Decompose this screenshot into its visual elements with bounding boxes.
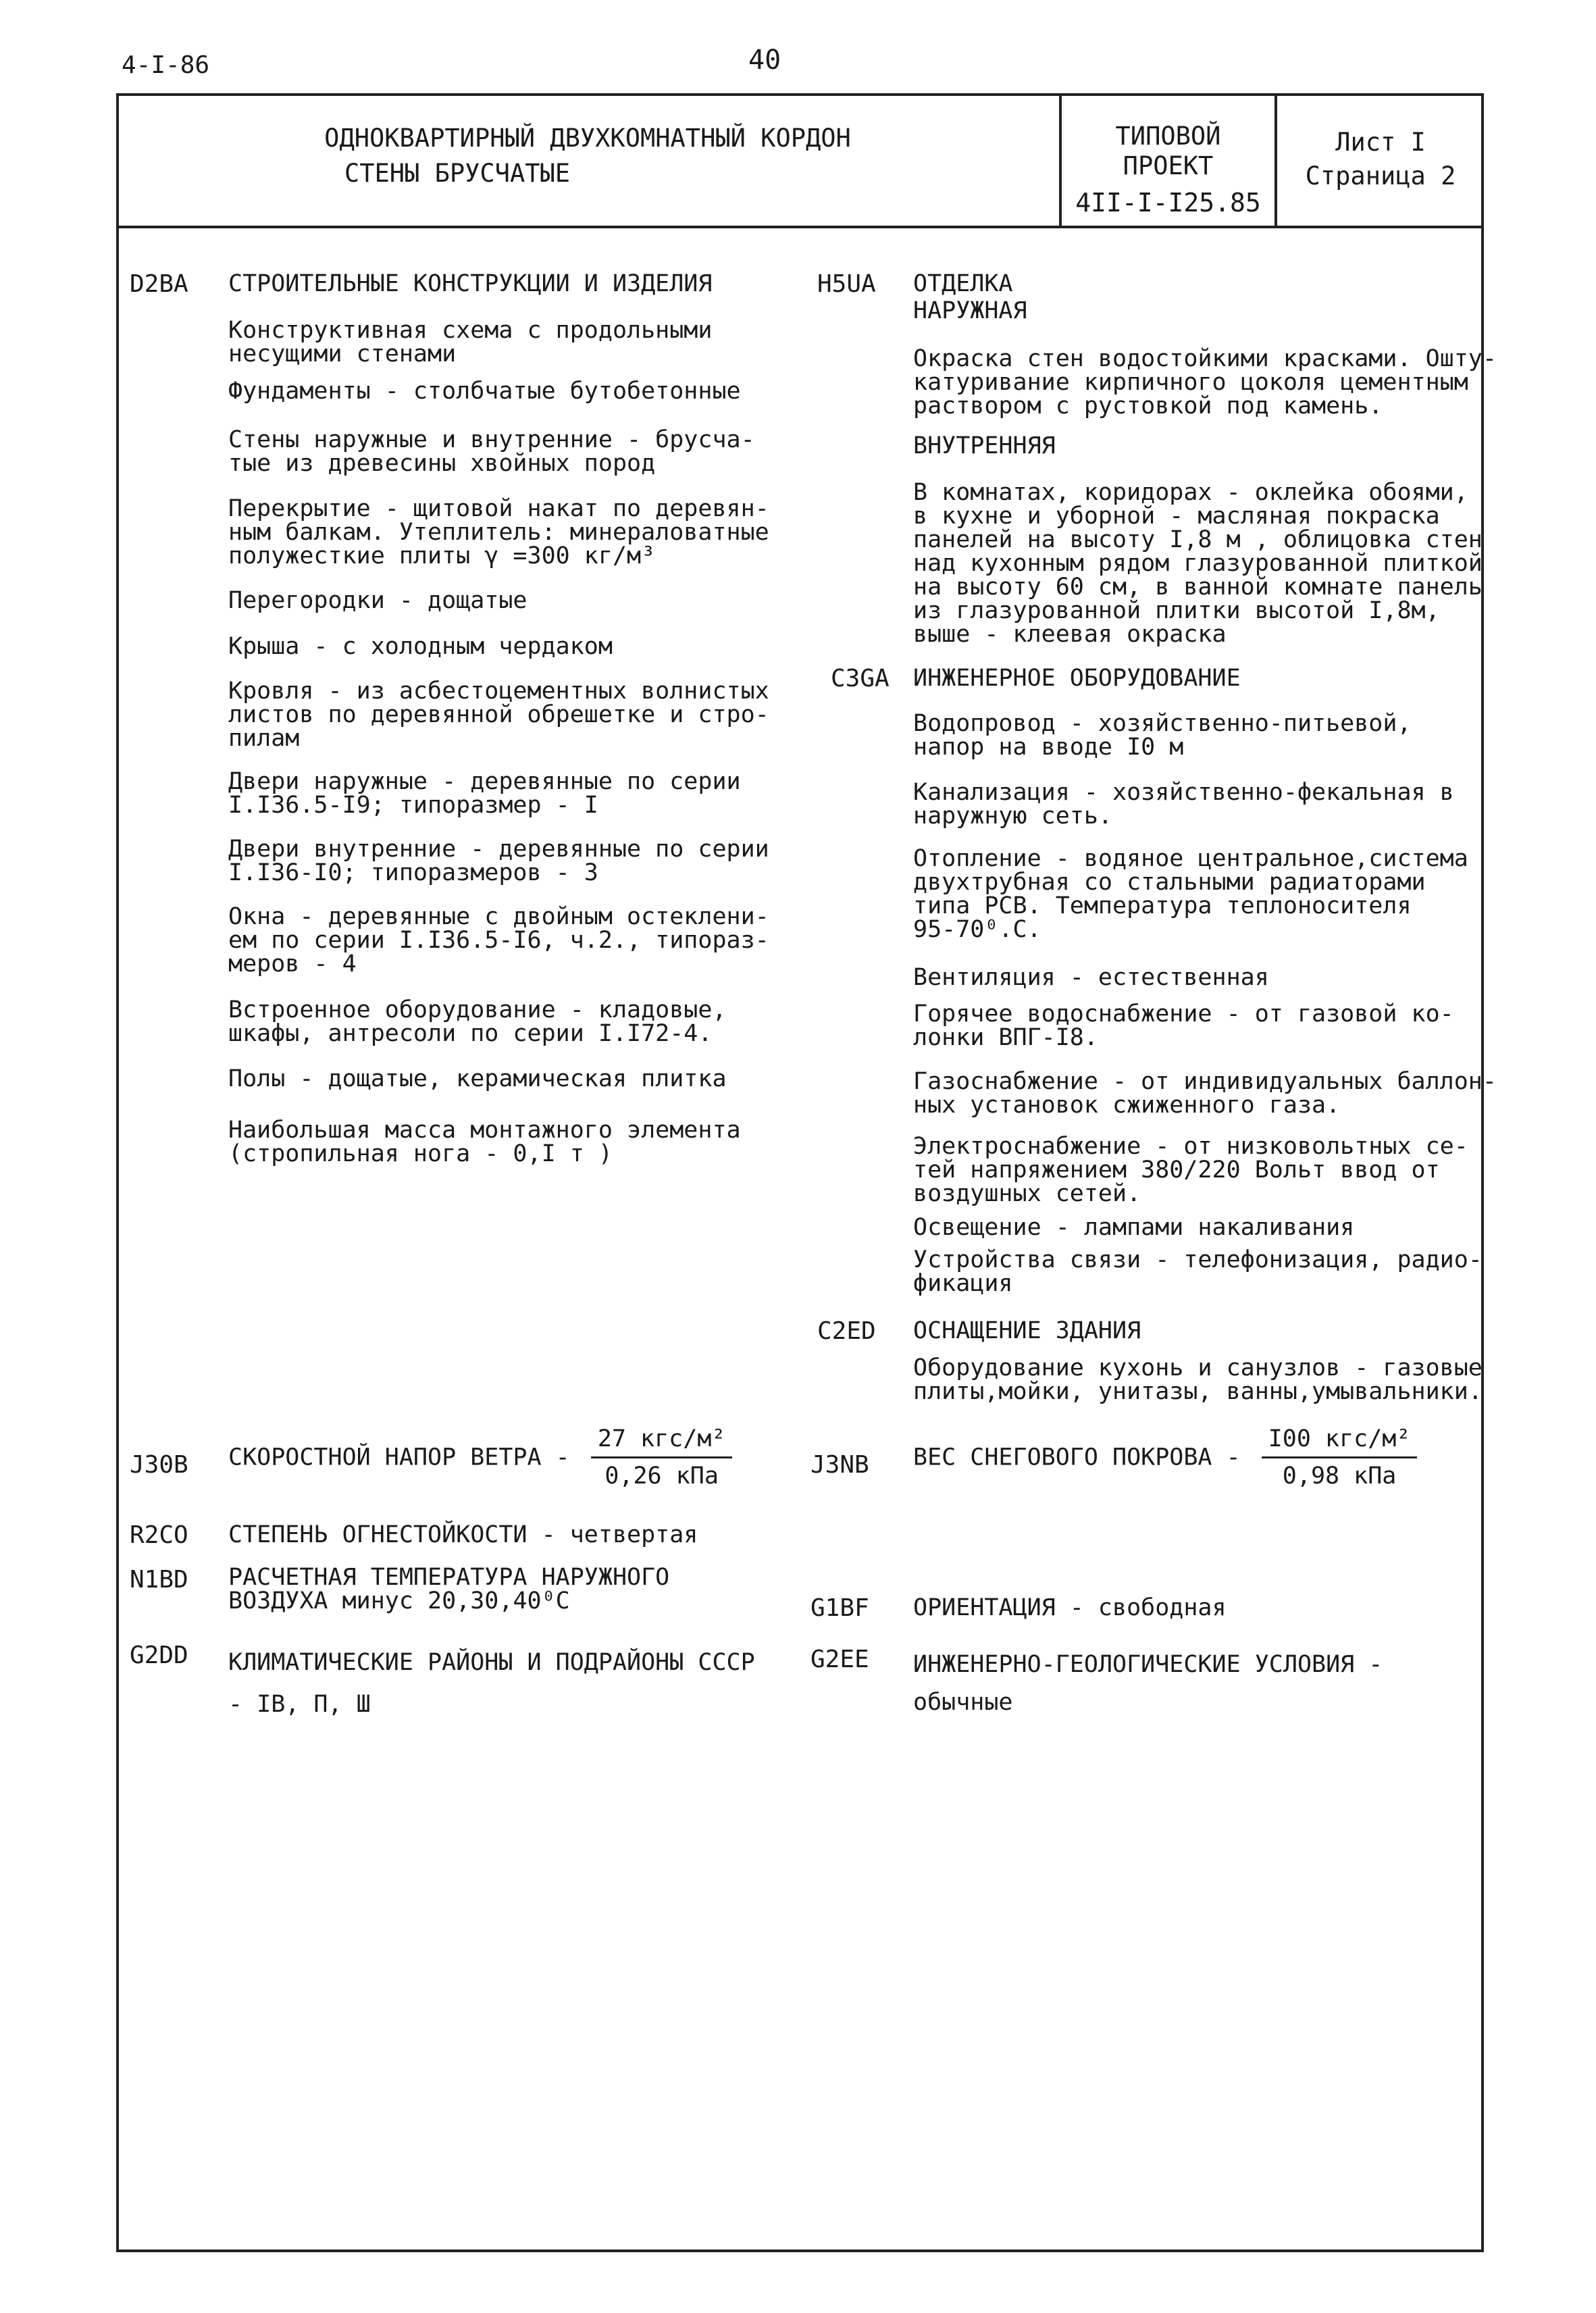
construction-item: [228, 905, 769, 976]
text-line: наружную сеть.: [913, 803, 1113, 830]
text-line: ных установок сжиженного газа.: [913, 1092, 1341, 1119]
wind-fraction: [591, 1425, 733, 1490]
snow-load: [913, 1425, 1417, 1490]
snow-numerator: I00 кгс/м²: [1268, 1425, 1411, 1452]
engineering-item: [913, 966, 1269, 990]
project-code: 4II-I-I25.85: [1075, 188, 1261, 218]
engineering-item: [913, 1135, 1468, 1206]
section-heading: ОТДЕЛКА: [913, 270, 1013, 297]
text-line: Горячее водоснабжение - от газовой ко-: [913, 1000, 1454, 1027]
text-line: Освещение - лампами накаливания: [913, 1214, 1355, 1241]
text-line: из глазурованной плитки высотой I,8м,: [913, 597, 1440, 624]
text-line: Наибольшая масса монтажного элемента: [228, 1117, 741, 1144]
sheet-block: [1277, 126, 1484, 193]
text-line: Перекрытие - щитовой накат по деревян-: [228, 495, 769, 522]
text-line: Крыша - с холодным чердаком: [228, 633, 613, 660]
sheet-page: Страница 2: [1305, 161, 1456, 190]
snow-fraction: [1262, 1425, 1418, 1490]
project-label: ТИПОВОЙ: [1115, 122, 1221, 151]
subsection-heading: ВНУТРЕННЯЯ: [913, 432, 1056, 459]
sheet-number: Лист I: [1335, 128, 1426, 157]
climate-regions: [228, 1642, 755, 1725]
construction-item: [228, 319, 712, 366]
construction-item: [228, 635, 613, 659]
text-line: (стропильная нога - 0,I т ): [228, 1140, 613, 1167]
text-line: Водопровод - хозяйственно-питьевой,: [913, 710, 1412, 737]
text-line: пилам: [228, 725, 300, 752]
text-line: напор на вводе I0 м: [913, 734, 1184, 761]
text-line: Окраска стен водостойкими красками. Ошту-: [913, 345, 1497, 372]
fire-resistance: СТЕПЕНЬ ОГНЕСТОЙКОСТИ - четвертая: [228, 1521, 698, 1548]
text-line: 95-70⁰.С.: [913, 916, 1041, 943]
section-code: D2BA: [130, 270, 188, 298]
wind-label: СКОРОСТНОЙ НАПОР ВЕТРА -: [228, 1444, 570, 1471]
exterior-finish-text: [913, 347, 1497, 418]
text-line: Газоснабжение - от индивидуальных баллон-: [913, 1068, 1497, 1095]
construction-item: [228, 680, 769, 751]
text-line: над кухонным рядом глазурованной плиткой: [913, 550, 1483, 577]
section-heading: СТРОИТЕЛЬНЫЕ КОНСТРУКЦИИ И ИЗДЕЛИЯ: [228, 270, 713, 297]
text-line: шкафы, антресоли по серии I.I72-4.: [228, 1020, 713, 1047]
section-heading: ИНЖЕНЕРНОЕ ОБОРУДОВАНИЕ: [913, 665, 1241, 692]
text-line: Перегородки - дощатые: [228, 587, 527, 614]
construction-item: [228, 770, 741, 817]
text-line: тей напряжением 380/220 Вольт ввод от: [913, 1156, 1440, 1184]
text-line: ИНЖЕНЕРНО-ГЕОЛОГИЧЕСКИЕ УСЛОВИЯ -: [913, 1651, 1383, 1678]
text-line: фикация: [913, 1270, 1013, 1297]
text-line: катуривание кирпичного цоколя цементным: [913, 369, 1468, 396]
text-line: типа РСВ. Температура теплоносителя: [913, 892, 1412, 919]
text-line: в кухне и уборной - масляная покраска: [913, 503, 1440, 530]
text-line: тые из древесины хвойных пород: [228, 450, 656, 477]
text-line: выше - клеевая окраска: [913, 621, 1227, 648]
text-line: раствором с рустовкой под камень.: [913, 392, 1383, 420]
text-line: на высоту 60 см, в ванной комнате панель: [913, 574, 1483, 601]
section-code: J3NB: [810, 1451, 869, 1479]
header-divider: [116, 226, 1484, 228]
construction-item: [228, 497, 769, 568]
text-line: Двери наружные - деревянные по серии: [228, 768, 741, 795]
text-line: лонки ВПГ-I8.: [913, 1024, 1098, 1051]
engineering-item: [913, 781, 1454, 828]
text-line: Электроснабжение - от низковольтных се-: [913, 1133, 1468, 1160]
text-line: несущими стенами: [228, 340, 457, 367]
design-temperature: [228, 1566, 669, 1613]
text-line: двухтрубная со стальными радиаторами: [913, 869, 1426, 896]
construction-item: [228, 589, 527, 613]
text-line: листов по деревянной обрешетке и стро-: [228, 701, 769, 728]
text-line: Канализация - хозяйственно-фекальная в: [913, 779, 1454, 806]
orientation: ОРИЕНТАЦИЯ - свободная: [913, 1594, 1227, 1621]
interior-finish-text: [913, 481, 1483, 646]
document-code: 4-I-86: [122, 51, 210, 79]
text-line: Встроенное оборудование - кладовые,: [228, 996, 727, 1023]
text-line: Окна - деревянные с двойным остеклени-: [228, 903, 769, 930]
text-line: воздушных сетей.: [913, 1180, 1141, 1207]
engineering-item: [913, 847, 1468, 942]
text-line: В комнатах, коридорах - оклейка обоями,: [913, 479, 1468, 506]
project-block: [1062, 122, 1275, 218]
text-line: обычные: [913, 1689, 1013, 1716]
construction-item: [228, 838, 769, 885]
snow-label: ВЕС СНЕГОВОГО ПОКРОВА -: [913, 1444, 1241, 1471]
text-line: Полы - дощатые, керамическая плитка: [228, 1065, 727, 1092]
text-line: Отопление - водяное центральное,система: [913, 845, 1468, 872]
text-line: полужесткие плиты γ =300 кг/м³: [228, 542, 656, 569]
text-line: Двери внутренние - деревянные по серии: [228, 836, 769, 863]
text-line: меров - 4: [228, 950, 357, 977]
wind-numerator: 27 кгс/м²: [597, 1425, 726, 1452]
text-line: Конструктивная схема с продольными: [228, 317, 713, 344]
engineering-item: [913, 712, 1412, 759]
subsection-heading: НАРУЖНАЯ: [913, 297, 1027, 324]
section-code: G2EE: [810, 1646, 869, 1673]
text-line: ем по серии I.I36.5-I6, ч.2., типораз-: [228, 927, 769, 954]
construction-item: [228, 428, 755, 476]
text-line: Вентиляция - естественная: [913, 964, 1269, 991]
page-number: 40: [748, 45, 781, 76]
construction-item: [228, 1119, 741, 1166]
section-code: C2ED: [817, 1317, 876, 1345]
section-code: R2CO: [130, 1521, 188, 1549]
document-title: ОДНОКВАРТИРНЫЙ ДВУХКОМНАТНЫЙ КОРДОН: [324, 124, 851, 153]
wind-denominator: 0,26 кПа: [591, 1456, 733, 1490]
equipment-text: [913, 1356, 1483, 1404]
text-line: - IB, П, Ш: [228, 1691, 371, 1718]
text-line: плиты,мойки, унитазы, ванны,умывальники.: [913, 1378, 1483, 1405]
section-code: N1BD: [130, 1566, 188, 1594]
document-subtitle: СТЕНЫ БРУСЧАТЫЕ: [344, 159, 571, 188]
section-code: C3GA: [831, 665, 890, 692]
engineering-item: [913, 1002, 1454, 1050]
text-line: панелей на высоту I,8 м , облицовка стен: [913, 526, 1483, 553]
engineering-item: [913, 1070, 1497, 1117]
text-line: ным балкам. Утеплитель: минераловатные: [228, 519, 769, 546]
section-heading: ОСНАЩЕНИЕ ЗДАНИЯ: [913, 1317, 1141, 1344]
section-code: H5UA: [817, 270, 876, 298]
construction-item: [228, 380, 741, 403]
text-line: I.I36.5-I9; типоразмер - I: [228, 792, 598, 819]
text-line: ВОЗДУХА минус 20,30,40⁰С: [228, 1587, 570, 1615]
text-line: РАСЧЕТНАЯ ТЕМПЕРАТУРА НАРУЖНОГО: [228, 1564, 670, 1591]
section-code: J30B: [130, 1451, 188, 1479]
engineering-item: [913, 1216, 1354, 1240]
text-line: Кровля - из асбестоцементных волнистых: [228, 678, 769, 705]
text-line: Оборудование кухонь и санузлов - газовые: [913, 1354, 1483, 1381]
engineering-item: [913, 1248, 1483, 1296]
text-line: КЛИМАТИЧЕСКИЕ РАЙОНЫ И ПОДРАЙОНЫ СССР: [228, 1649, 755, 1676]
text-line: I.I36-I0; типоразмеров - 3: [228, 859, 598, 886]
snow-denominator: 0,98 кПа: [1262, 1456, 1418, 1490]
section-code: G2DD: [130, 1642, 188, 1669]
geological-conditions: [913, 1646, 1383, 1721]
wind-pressure: [228, 1425, 732, 1490]
construction-item: [228, 1067, 727, 1091]
project-label: ПРОЕКТ: [1123, 151, 1214, 180]
section-code: G1BF: [810, 1594, 869, 1622]
text-line: Стены наружные и внутренние - брусча-: [228, 426, 755, 453]
construction-item: [228, 998, 727, 1046]
text-line: Фундаменты - столбчатые бутобетонные: [228, 378, 741, 405]
text-line: Устройства связи - телефонизация, радио-: [913, 1246, 1483, 1273]
